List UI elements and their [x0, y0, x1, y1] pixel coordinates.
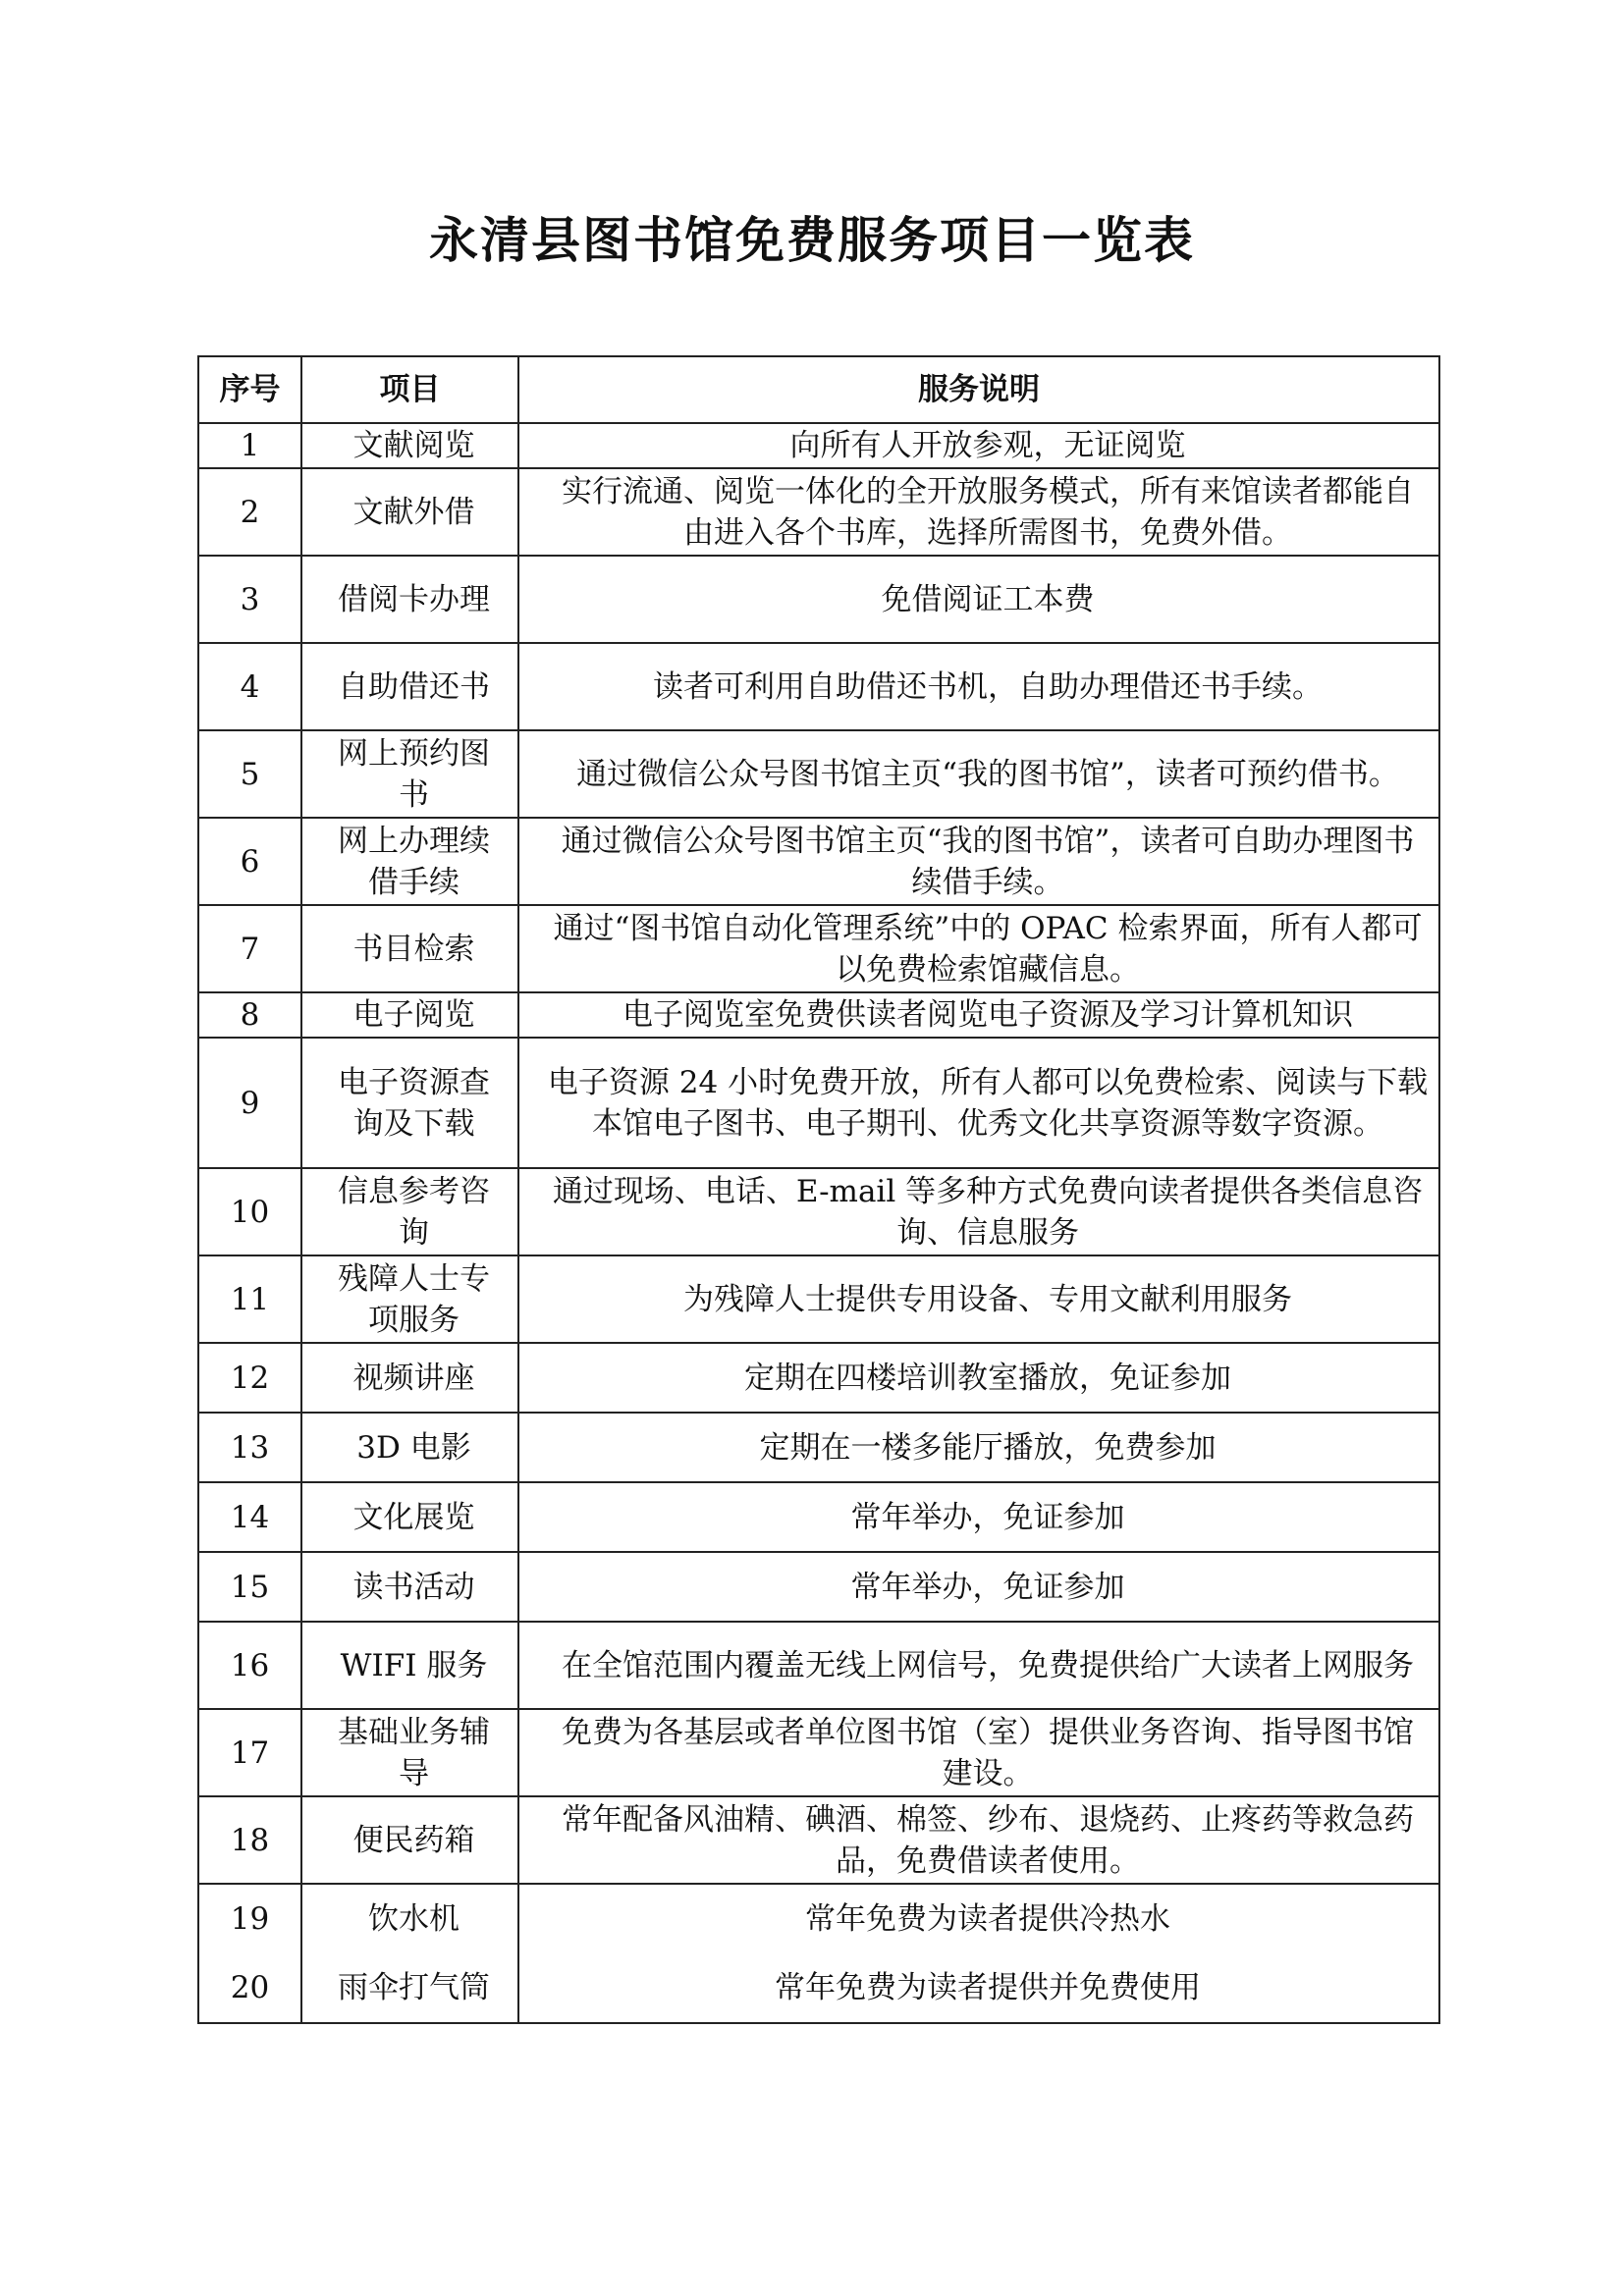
row-index: 16: [198, 1622, 301, 1709]
row-description: 实行流通、阅览一体化的全开放服务模式，所有来馆读者都能自由进入各个书库，选择所需图书，免费外借。: [518, 468, 1439, 556]
table-row: [198, 1343, 1439, 1413]
row-item: WIFI 服务: [301, 1622, 518, 1709]
row-item: 借阅卡办理: [301, 556, 518, 643]
table-row: [198, 992, 1439, 1038]
table-row: [198, 1413, 1439, 1482]
row-index: 13: [198, 1413, 301, 1482]
row-description: 通过微信公众号图书馆主页“我的图书馆”，读者可自助办理图书续借手续。: [518, 818, 1439, 905]
row-item: 3D 电影: [301, 1413, 518, 1482]
row-index: 6: [198, 818, 301, 905]
table-row: [198, 730, 1439, 818]
row-description: 免借阅证工本费: [518, 556, 1439, 643]
table-row: [198, 905, 1439, 992]
row-item: 视频讲座: [301, 1343, 518, 1413]
table-row: [198, 468, 1439, 556]
services-table: [197, 355, 1440, 2024]
row-item: 便民药箱: [301, 1796, 518, 1884]
row-item: 电子阅览: [301, 992, 518, 1038]
row-index: 5: [198, 730, 301, 818]
header-item: 项目: [301, 356, 518, 423]
table-row: [198, 1552, 1439, 1622]
row-item: 书目检索: [301, 905, 518, 992]
row-description: 读者可利用自助借还书机，自助办理借还书手续。: [518, 643, 1439, 730]
row-description: 常年举办，免证参加: [518, 1552, 1439, 1622]
row-item: 信息参考咨询: [301, 1168, 518, 1255]
row-index: 7: [198, 905, 301, 992]
table-row: [198, 818, 1439, 905]
row-index: 8: [198, 992, 301, 1038]
table-row: [198, 1884, 1439, 1953]
row-index: 18: [198, 1796, 301, 1884]
row-item: 文化展览: [301, 1482, 518, 1552]
row-description: 电子阅览室免费供读者阅览电子资源及学习计算机知识: [518, 992, 1439, 1038]
row-description: 通过现场、电话、E-mail 等多种方式免费向读者提供各类信息咨询、信息服务: [518, 1168, 1439, 1255]
row-description: 免费为各基层或者单位图书馆（室）提供业务咨询、指导图书馆建设。: [518, 1709, 1439, 1796]
row-index: 1: [198, 423, 301, 468]
header-description: 服务说明: [518, 356, 1439, 423]
row-description: 通过“图书馆自动化管理系统”中的 OPAC 检索界面，所有人都可以免费检索馆藏信息。: [518, 905, 1439, 992]
row-description: 向所有人开放参观，无证阅览: [518, 423, 1439, 468]
row-item: 读书活动: [301, 1552, 518, 1622]
row-description: 常年举办，免证参加: [518, 1482, 1439, 1552]
row-item: 饮水机: [301, 1884, 518, 1953]
table-row: [198, 1255, 1439, 1343]
row-item: 网上办理续借手续: [301, 818, 518, 905]
table-row: [198, 556, 1439, 643]
header-index: 序号: [198, 356, 301, 423]
row-description: 常年免费为读者提供并免费使用: [518, 1953, 1439, 2023]
row-index: 4: [198, 643, 301, 730]
table-row: [198, 423, 1439, 468]
row-index: 12: [198, 1343, 301, 1413]
row-item: 残障人士专项服务: [301, 1255, 518, 1343]
table-row: [198, 643, 1439, 730]
row-description: 电子资源 24 小时免费开放，所有人都可以免费检索、阅读与下载本馆电子图书、电子期刊、优秀文化共享资源等数字资源。: [518, 1038, 1439, 1168]
row-item: 雨伞打气筒: [301, 1953, 518, 2023]
table-row: [198, 1953, 1439, 2023]
row-description: 定期在四楼培训教室播放，免证参加: [518, 1343, 1439, 1413]
row-description: 常年免费为读者提供冷热水: [518, 1884, 1439, 1953]
row-item: 文献阅览: [301, 423, 518, 468]
row-index: 19: [198, 1884, 301, 1953]
row-index: 14: [198, 1482, 301, 1552]
row-item: 文献外借: [301, 468, 518, 556]
table-row: [198, 1622, 1439, 1709]
row-index: 17: [198, 1709, 301, 1796]
row-index: 2: [198, 468, 301, 556]
row-index: 3: [198, 556, 301, 643]
table-row: [198, 1482, 1439, 1552]
row-description: 通过微信公众号图书馆主页“我的图书馆”，读者可预约借书。: [518, 730, 1439, 818]
table-row: [198, 1168, 1439, 1255]
row-item: 自助借还书: [301, 643, 518, 730]
row-item: 基础业务辅导: [301, 1709, 518, 1796]
row-description: 在全馆范围内覆盖无线上网信号，免费提供给广大读者上网服务: [518, 1622, 1439, 1709]
row-index: 9: [198, 1038, 301, 1168]
row-description: 常年配备风油精、碘酒、棉签、纱布、退烧药、止疼药等救急药品，免费借读者使用。: [518, 1796, 1439, 1884]
row-index: 15: [198, 1552, 301, 1622]
row-index: 20: [198, 1953, 301, 2023]
row-item: 网上预约图书: [301, 730, 518, 818]
page-title: 永清县图书馆免费服务项目一览表: [429, 211, 1195, 269]
row-description: 为残障人士提供专用设备、专用文献利用服务: [518, 1255, 1439, 1343]
table-row: [198, 1038, 1439, 1168]
table-row: [198, 1796, 1439, 1884]
table-header-row: [198, 356, 1439, 423]
row-description: 定期在一楼多能厅播放，免费参加: [518, 1413, 1439, 1482]
row-item: 电子资源查询及下载: [301, 1038, 518, 1168]
row-index: 11: [198, 1255, 301, 1343]
row-index: 10: [198, 1168, 301, 1255]
table-row: [198, 1709, 1439, 1796]
